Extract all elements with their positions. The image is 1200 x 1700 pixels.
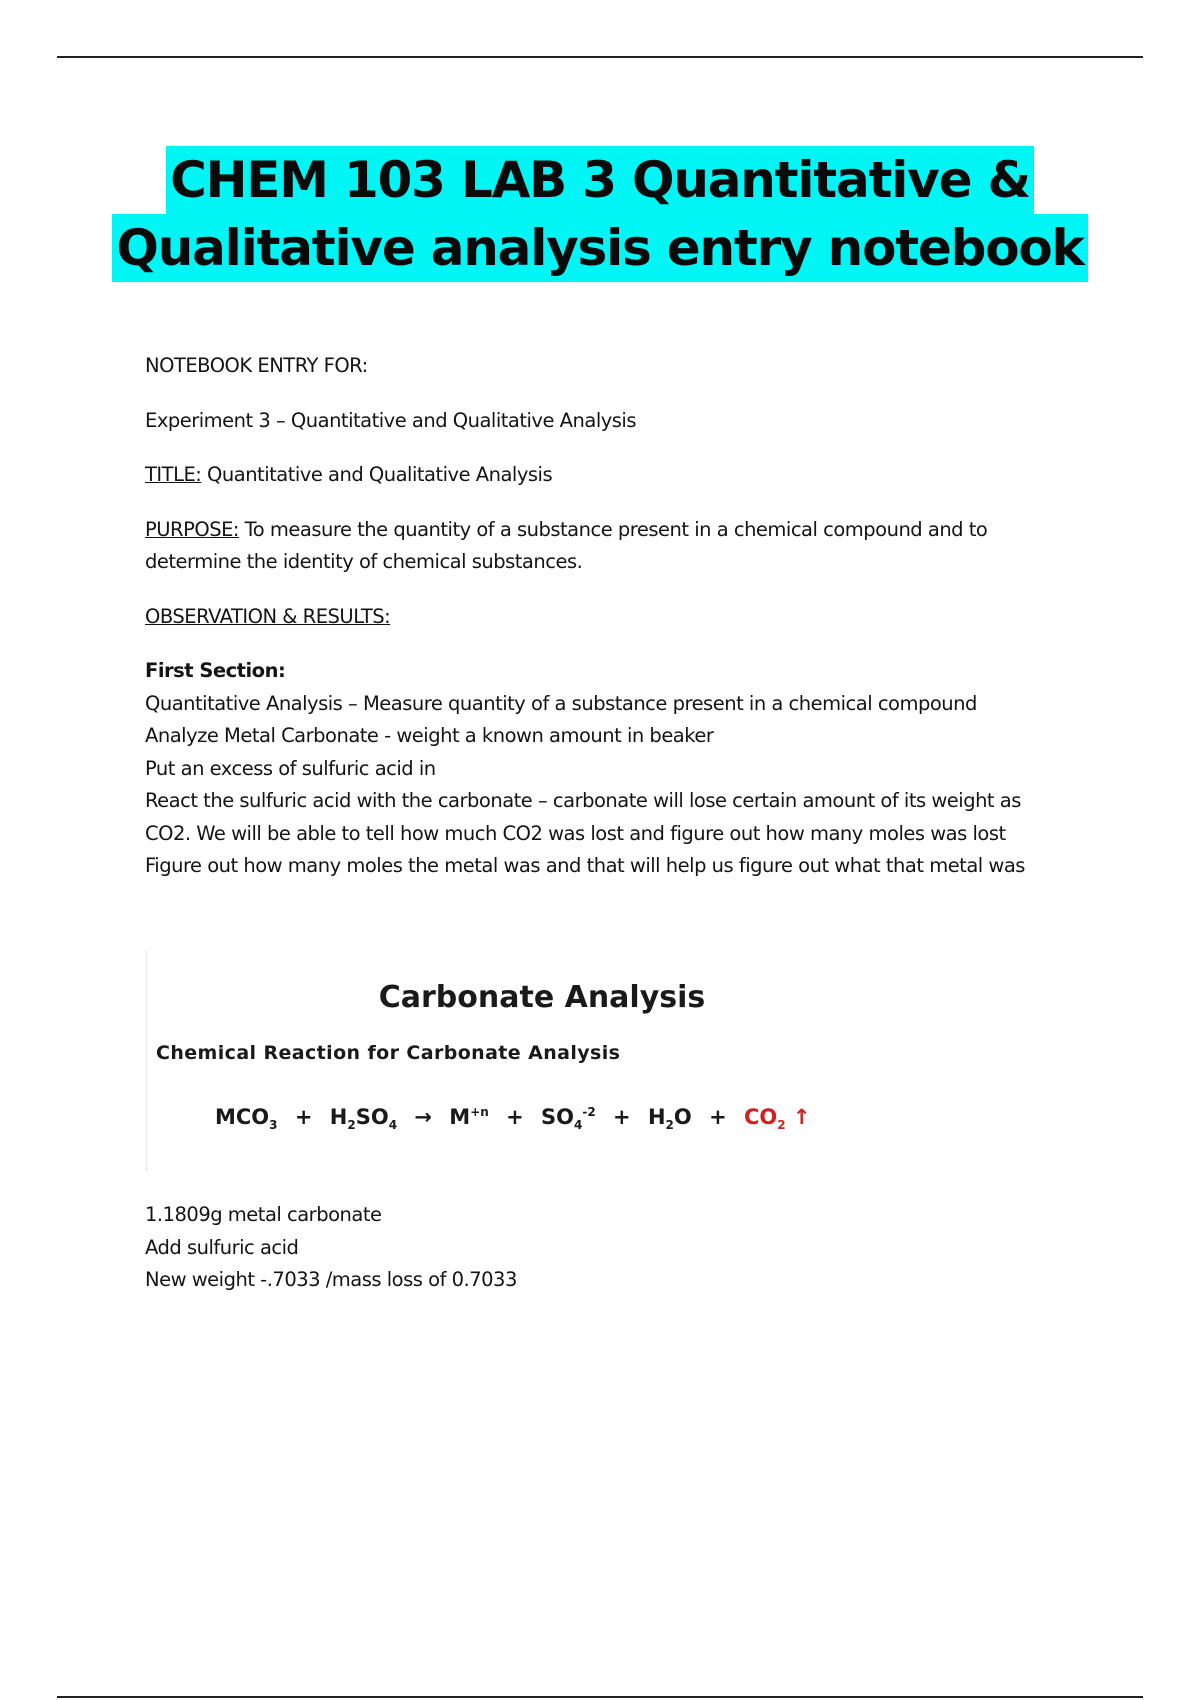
notebook-body	[145, 350, 1065, 883]
first-section-line: React the sulfuric acid with the carbonate – carbonate will lose certain amount of its weight as	[145, 789, 1021, 812]
purpose-label: PURPOSE:	[145, 517, 239, 541]
sulfate-term: $SO_4^{-2}$	[541, 1105, 596, 1133]
title-line-2: Qualitative analysis entry notebook	[112, 214, 1087, 282]
figure-title: Carbonate Analysis	[378, 980, 706, 1015]
document-title	[0, 146, 1200, 282]
observation-heading: OBSERVATION & RESULTS:	[145, 604, 391, 628]
carbon-dioxide-term: $CO_2$ ↑	[743, 1105, 811, 1133]
carbonate-analysis-figure	[146, 950, 907, 1172]
water-term: $H_2O$	[647, 1105, 692, 1133]
reaction-arrow-icon: →	[414, 1105, 432, 1129]
top-rule	[57, 56, 1143, 58]
purpose-field	[145, 514, 1065, 579]
title-field	[145, 459, 1065, 492]
first-section-heading: First Section:	[145, 659, 286, 682]
title-line-1: CHEM 103 LAB 3 Quantitative &	[166, 146, 1034, 214]
first-section-line: Analyze Metal Carbonate - weight a known amount in beaker	[145, 724, 714, 747]
first-section-line: Figure out how many moles the metal was and that will help us figure out what that metal was	[145, 854, 1025, 877]
purpose-value: To measure the quantity of a substance present in a chemical compound and to determine the identity of chemical substances.	[145, 517, 988, 573]
plus-sign: +	[709, 1105, 727, 1129]
figure-subtitle: Chemical Reaction for Carbonate Analysis	[156, 1042, 621, 1064]
title-label: TITLE:	[145, 463, 202, 486]
arrow-up-icon: ↑	[792, 1105, 811, 1129]
metal-ion-term: $M^{+n}$	[449, 1105, 489, 1129]
results-line: 1.1809g metal carbonate	[145, 1203, 382, 1226]
results-line: New weight -.7033 /mass loss of 0.7033	[145, 1268, 517, 1291]
metal-carbonate-term: $MCO_3$	[215, 1105, 278, 1133]
title-value: Quantitative and Qualitative Analysis	[201, 463, 553, 486]
reaction-equation	[215, 1105, 821, 1132]
first-section-line: CO2. We will be able to tell how much CO2 was lost and figure out how many moles was lost	[145, 821, 1006, 845]
plus-sign: +	[506, 1105, 524, 1129]
plus-sign: +	[294, 1105, 313, 1129]
plus-sign: +	[613, 1105, 631, 1129]
bottom-rule	[57, 1696, 1143, 1698]
notebook-entry-label: NOTEBOOK ENTRY FOR:	[145, 354, 368, 377]
results-text	[145, 1199, 1065, 1297]
first-section-text	[145, 688, 1065, 883]
sulfuric-acid-term: $H_2SO_4$	[329, 1105, 398, 1133]
first-section-line: Put an excess of sulfuric acid in	[145, 756, 436, 780]
results-line: Add sulfuric acid	[145, 1235, 299, 1259]
first-section-line: Quantitative Analysis – Measure quantity of a substance present in a chemical compound	[145, 691, 977, 715]
experiment-line: Experiment 3 – Quantitative and Qualitative Analysis	[145, 408, 637, 432]
